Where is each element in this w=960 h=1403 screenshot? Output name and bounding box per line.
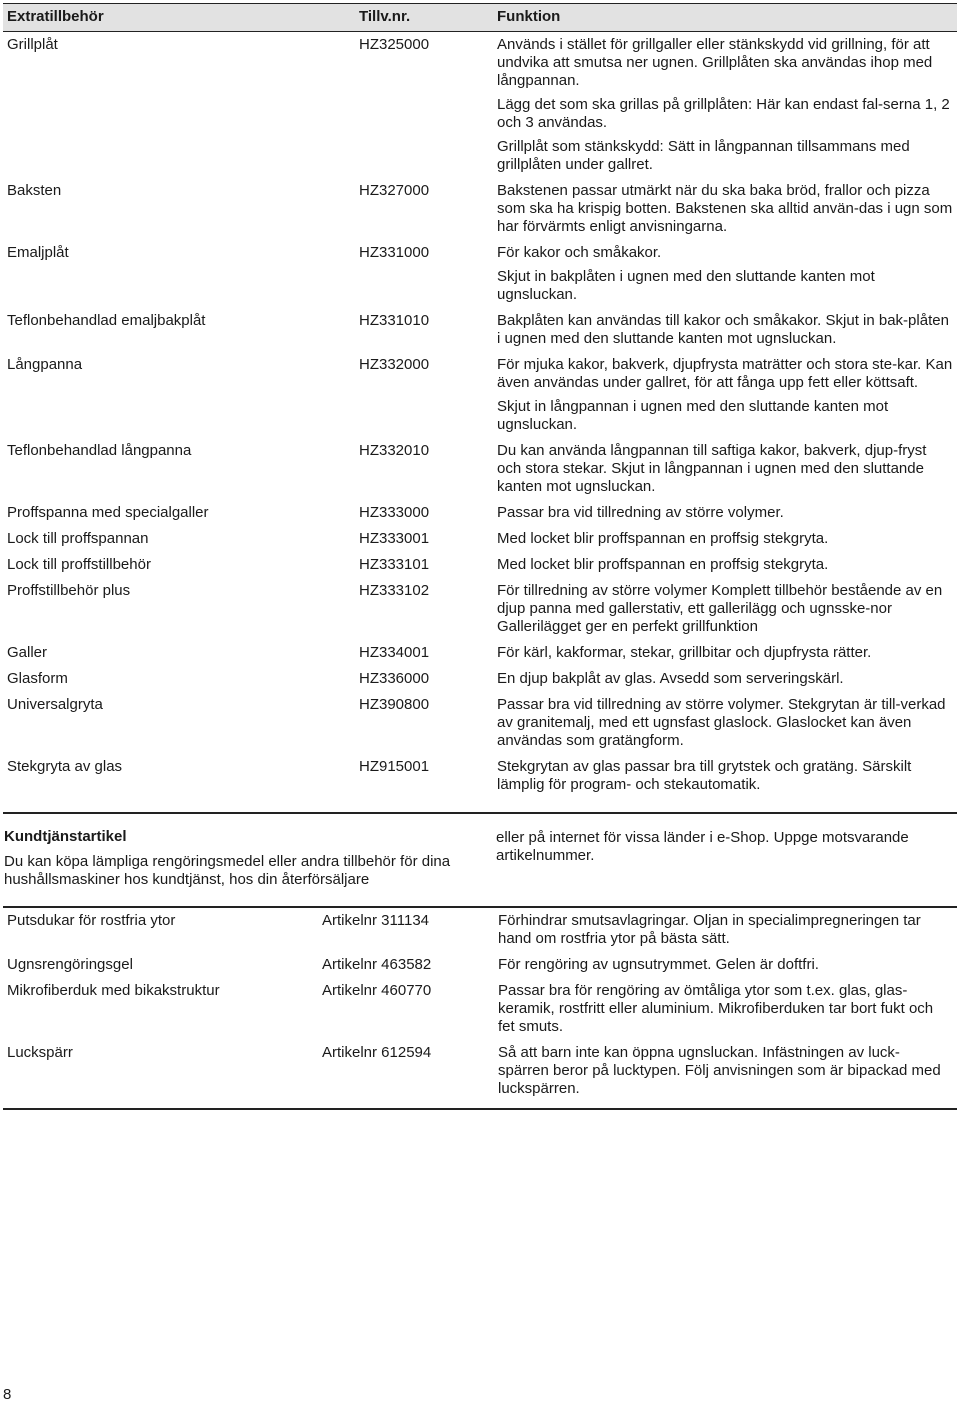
table-row [3,552,957,578]
item-number: Artikelnr 311134 [322,912,430,929]
service-items-table [3,906,957,1110]
item-number: Artikelnr 463582 [322,956,432,973]
function-paragraph: Förhindrar smutsavlagringar. Oljan in specialimpregneringen tar hand om rostfria ytor på bästa sätt. [498,912,921,947]
function-paragraph: Du kan använda långpannan till saftiga kakor, bakverk, djup-fryst och stora stekar. Skjut in långpannan i ugnen med den sluttande kanten mot ugnsluckan. [497,442,927,495]
table-row [3,666,957,692]
item-name: Proffstillbehör plus [7,582,131,599]
item-number: HZ390800 [359,696,430,713]
item-function [497,504,953,522]
item-function [498,1044,950,1098]
item-name: Galler [7,644,48,661]
function-paragraph: För kakor och småkakor. [497,244,662,261]
item-number: HZ333101 [359,556,430,573]
item-number: Artikelnr 460770 [322,982,432,999]
table-row [3,1040,957,1108]
item-function [497,670,953,688]
item-name: Stekgryta av glas [7,758,123,775]
table-row [3,308,957,352]
item-number: HZ334001 [359,644,430,661]
customer-service-heading: Kundtjänstartikel [4,828,127,845]
item-name: Proffspanna med specialgaller [7,504,209,521]
item-number: HZ332000 [359,356,430,373]
function-paragraph: Passar bra vid tillredning av större volymer. Stekgrytan är till-verkad av granitemalj, med ett ugnsfast glaslock. Glaslocket kan även användas som gratängform. [497,696,946,749]
item-name: Glasform [7,670,68,687]
item-number: Artikelnr 612594 [322,1044,432,1061]
page-number: 8 [3,1386,12,1403]
item-function [498,912,950,948]
function-paragraph: Passar bra för rengöring av ömtåliga ytor som t.ex. glas, glas-keramik, rostfritt eller aluminium. Mikrofiberduken tar bort fukt och fet smuts. [498,982,934,1035]
table-row [3,352,957,438]
customer-service-text-left: Du kan köpa lämpliga rengöringsmedel eller andra tillbehör för dina hushållsmaskiner hos kundtjänst, hos din återförsäljare [4,853,451,888]
table-row [3,500,957,526]
function-paragraph: Med locket blir proffspannan en proffsig stekgryta. [497,530,829,547]
table-row [3,526,957,552]
function-paragraph: En djup bakplåt av glas. Avsedd som serveringskärl. [497,670,844,687]
item-number: HZ333000 [359,504,430,521]
function-paragraph: Lägg det som ska grillas på grillplåten: Här kan endast fal-serna 1, 2 och 3 användas. [497,96,950,131]
item-number: HZ333001 [359,530,430,547]
item-function [497,182,953,236]
item-function [497,696,953,750]
table-row [3,240,957,308]
item-number: HZ325000 [359,36,430,53]
function-paragraph: Används i stället för grillgaller eller stänkskydd vid grillning, för att undvika att smutsa ner ugnen. Grillplåten ska användas ihop med långpannan. [497,36,933,89]
item-function [497,312,953,348]
item-name: Ugnsrengöringsgel [7,956,133,973]
function-paragraph: Med locket blir proffspannan en proffsig stekgryta. [497,556,829,573]
item-name: Universalgryta [7,696,103,713]
table-row [3,952,957,978]
item-number: HZ327000 [359,182,430,199]
item-name: Luckspärr [7,1044,73,1061]
item-function [498,982,950,1036]
table-row [3,640,957,666]
item-name: Lock till proffspannan [7,530,149,547]
header-name: Extratillbehör [7,8,104,25]
item-function [497,758,953,794]
item-function [497,442,953,496]
item-number: HZ336000 [359,670,430,687]
item-name: Teflonbehandlad emaljbakplåt [7,312,206,329]
header-number: Tillv.nr. [359,8,411,25]
item-function [497,644,953,662]
function-paragraph: Passar bra vid tillredning av större volymer. [497,504,784,521]
table-row [3,178,957,240]
function-paragraph: Skjut in bakplåten i ugnen med den sluttande kanten mot ugnsluckan. [497,268,875,303]
table-row [3,692,957,754]
service-items-body [3,908,957,1108]
item-number: HZ915001 [359,758,430,775]
item-name: Långpanna [7,356,83,373]
item-function [497,582,953,636]
function-paragraph: Grillplåt som stänkskydd: Sätt in långpannan tillsammans med grillplåten under gallret. [497,138,910,173]
item-function [497,244,953,304]
item-number: HZ331000 [359,244,430,261]
table-row [3,438,957,500]
function-paragraph: Bakplåten kan användas till kakor och småkakor. Skjut in bak-plåten i ugnen med den sluttande kanten mot ugnsluckan. [497,312,949,347]
function-paragraph: Stekgrytan av glas passar bra till grytstek och gratäng. Särskilt lämplig för program- och stekautomatik. [497,758,912,793]
item-number: HZ333102 [359,582,430,599]
item-name: Grillplåt [7,36,58,53]
item-name: Putsdukar för rostfria ytor [7,912,176,929]
item-number: HZ332010 [359,442,430,459]
item-name: Baksten [7,182,62,199]
function-paragraph: Bakstenen passar utmärkt när du ska baka bröd, frallor och pizza som ska ha krispig botten. Bakstenen ska alltid använ-das i ugn som har förvärmts enligt anvisningarna. [497,182,953,235]
item-function [497,530,953,548]
table-row [3,32,957,178]
function-paragraph: För kärl, kakformar, stekar, grillbitar och djupfrysta rätter. [497,644,872,661]
function-paragraph: För tillredning av större volymer Komplett tillbehör bestående av en djup panna med gallerstativ, ett gallerilägg och ugnsske-nor Gallerilägget ger en perfekt grillfunktion [497,582,943,635]
item-name: Teflonbehandlad långpanna [7,442,192,459]
table-row [3,908,957,952]
item-name: Lock till proffstillbehör [7,556,151,573]
table-row [3,754,957,812]
function-paragraph: För rengöring av ugnsutrymmet. Gelen är doftfri. [498,956,819,973]
item-function [498,956,950,974]
item-function [497,556,953,574]
customer-service-text-right: eller på internet för vissa länder i e-Shop. Uppge motsvarande artikelnummer. [496,829,909,864]
item-function [497,356,953,434]
item-function [497,36,953,174]
accessories-body [3,32,957,812]
item-name: Emaljplåt [7,244,69,261]
item-name: Mikrofiberduk med bikakstruktur [7,982,220,999]
function-paragraph: För mjuka kakor, bakverk, djupfrysta maträtter och stora ste-kar. Kan även användas under gallret, för att fånga upp fett eller köttsaft. [497,356,953,391]
function-paragraph: Så att barn inte kan öppna ugnsluckan. Infästningen av luck-spärren beror på lucktypen. Följ anvisningen som är bipackad med luckspärren. [498,1044,941,1097]
table-row [3,978,957,1040]
accessories-table [3,3,957,814]
table-header [3,4,957,32]
function-paragraph: Skjut in långpannan i ugnen med den sluttande kanten mot ugnsluckan. [497,398,889,433]
table-row [3,578,957,640]
item-number: HZ331010 [359,312,430,329]
header-function: Funktion [497,8,561,25]
